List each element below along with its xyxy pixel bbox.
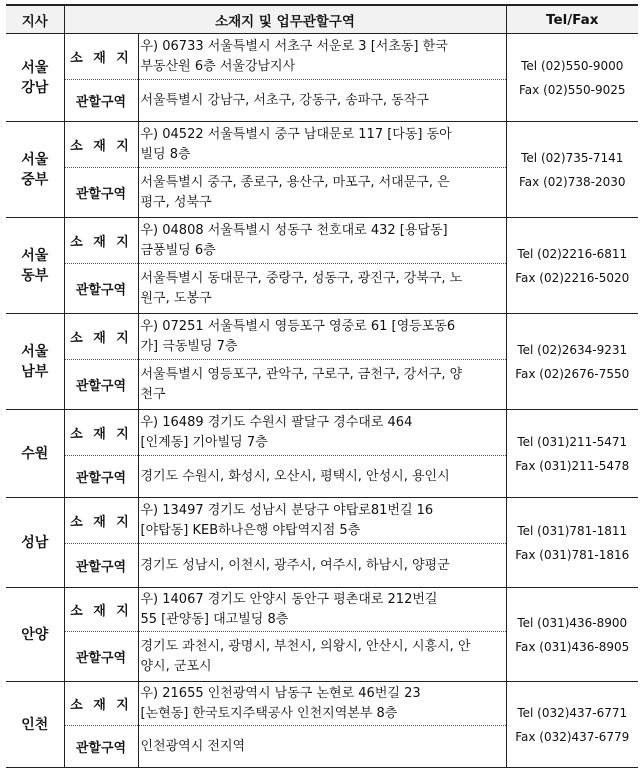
branch-name (6, 410, 64, 498)
header-branch: 지사 (6, 5, 64, 34)
branch-jurisdiction (138, 544, 506, 588)
branch-address-row (6, 682, 638, 726)
jurisdiction-line: 인천광역시 전지역 (140, 738, 246, 754)
branch-address (138, 122, 506, 168)
branch-address (138, 314, 506, 360)
address-label (64, 122, 138, 168)
jurisdiction-line: 천구 (140, 386, 166, 402)
jurisdiction-line: 경기도 과천시, 광명시, 부천시, 의왕시, 안산시, 시흥시, 안 (140, 638, 471, 654)
branch-address (138, 588, 506, 632)
branch-office-table (6, 4, 638, 768)
jurisdiction-label (64, 544, 138, 588)
address-line: 우) 04522 서울특별시 중구 남대문로 117 [다동] 동아 (140, 126, 452, 142)
branch-tel-fax (506, 498, 638, 588)
branch-address (138, 410, 506, 456)
jurisdiction-line: 경기도 수원시, 화성시, 오산시, 평택시, 안성시, 용인시 (140, 468, 450, 484)
address-line: [인계동] 기아빌딩 7층 (140, 434, 268, 450)
address-line: 우) 06733 서울특별시 서초구 서운로 3 [서초동] 한국 (140, 38, 448, 54)
jurisdiction-line: 서울특별시 중구, 종로구, 용산구, 마포구, 서대문구, 은 (140, 174, 450, 190)
fax-number: Fax (02)2216-5020 (515, 270, 630, 285)
branch-name-line: 서울 (21, 59, 49, 76)
address-label (64, 588, 138, 632)
address-label-text: 소 재 지 (70, 515, 132, 530)
branch-address-row (6, 498, 638, 544)
branch-name-line: 인천 (21, 716, 49, 733)
branch-name-line: 강남 (21, 79, 49, 96)
branch-tel-fax (506, 682, 638, 768)
address-label (64, 682, 138, 726)
tel-number: Tel (02)2634-9231 (517, 342, 628, 357)
jurisdiction-label-text: 관할구역 (75, 560, 127, 575)
branch-name-line: 서울 (21, 343, 49, 360)
jurisdiction-label-text: 관할구역 (75, 741, 127, 756)
fax-number: Fax (031)211-5478 (515, 458, 630, 473)
address-line: 빌딩 8층 (140, 146, 191, 162)
address-label-text: 소 재 지 (70, 51, 132, 66)
jurisdiction-line: 서울특별시 강남구, 서초구, 강동구, 송파구, 동작구 (140, 92, 429, 108)
address-label-text: 소 재 지 (70, 235, 132, 250)
table-body (6, 34, 638, 768)
branch-name-line: 서울 (21, 247, 49, 264)
address-label (64, 314, 138, 360)
tel-number: Tel (031)781-1811 (517, 523, 628, 538)
fax-number: Fax (02)738-2030 (519, 174, 626, 189)
branch-address-row (6, 34, 638, 80)
branch-name (6, 498, 64, 588)
branch-tel-fax (506, 314, 638, 410)
branch-tel-fax (506, 588, 638, 682)
jurisdiction-label-text: 관할구역 (75, 187, 127, 202)
jurisdiction-line: 양시, 군포시 (140, 658, 212, 674)
address-line: 부동산원 6층 서울강남지사 (140, 58, 296, 74)
jurisdiction-label-text: 관할구역 (75, 283, 127, 298)
jurisdiction-line: 경기도 성남시, 이천시, 광주시, 여주시, 하남시, 양평군 (140, 557, 450, 573)
branch-address-row (6, 122, 638, 168)
jurisdiction-label (64, 80, 138, 122)
address-label-text: 소 재 지 (70, 139, 132, 154)
branch-name (6, 218, 64, 314)
jurisdiction-line: 평구, 성북구 (140, 194, 212, 210)
branch-tel-fax (506, 218, 638, 314)
branch-jurisdiction (138, 264, 506, 314)
address-label (64, 34, 138, 80)
branch-name-line: 서울 (21, 151, 49, 168)
branch-name-line: 안양 (21, 626, 49, 643)
branch-address-row (6, 314, 638, 360)
header-telfax: Tel/Fax (506, 5, 638, 34)
address-line: [논현동] 한국토지주택공사 인천지역본부 8층 (140, 705, 398, 721)
fax-number: Fax (031)436-8905 (515, 639, 630, 654)
branch-name (6, 682, 64, 768)
fax-number: Fax (031)781-1816 (515, 547, 630, 562)
jurisdiction-line: 서울특별시 동대문구, 중랑구, 성동구, 광진구, 강북구, 노 (140, 270, 463, 286)
address-line: 금풍빌딩 6층 (140, 242, 216, 258)
jurisdiction-label-text: 관할구역 (75, 379, 127, 394)
branch-name (6, 588, 64, 682)
address-line: [야탑동] KEB하나은행 야탑역지점 5층 (140, 522, 361, 538)
tel-number: Tel (032)437-6771 (517, 705, 628, 720)
address-line: 가] 극동빌딩 7층 (140, 338, 238, 354)
jurisdiction-label (64, 360, 138, 410)
address-line: 55 [관양동] 대고빌딩 8층 (140, 611, 289, 627)
tel-number: Tel (031)211-5471 (517, 434, 628, 449)
address-label-text: 소 재 지 (70, 698, 132, 713)
branch-address (138, 34, 506, 80)
tel-number: Tel (02)2216-6811 (517, 246, 628, 261)
address-label (64, 498, 138, 544)
branch-name-line: 수원 (21, 445, 49, 462)
header-location: 소재지 및 업무관할구역 (64, 5, 506, 34)
branch-name-line: 성남 (21, 534, 49, 551)
jurisdiction-line: 서울특별시 영등포구, 관악구, 구로구, 금천구, 강서구, 양 (140, 366, 463, 382)
branch-jurisdiction (138, 168, 506, 218)
table-header-row (6, 5, 638, 34)
jurisdiction-label (64, 168, 138, 218)
jurisdiction-label-text: 관할구역 (75, 651, 127, 666)
fax-number: Fax (02)2676-7550 (515, 366, 630, 381)
branch-name (6, 314, 64, 410)
address-line: 우) 21655 인천광역시 남동구 논현로 46번길 23 (140, 685, 421, 701)
tel-number: Tel (02)735-7141 (521, 150, 624, 165)
branch-name-line: 동부 (21, 267, 49, 284)
branch-tel-fax (506, 410, 638, 498)
jurisdiction-line: 원구, 도봉구 (140, 290, 212, 306)
branch-address-row (6, 410, 638, 456)
branch-jurisdiction (138, 80, 506, 122)
jurisdiction-label-text: 관할구역 (75, 471, 127, 486)
address-line: 우) 07251 서울특별시 영등포구 영중로 61 [영등포동6 (140, 318, 456, 334)
branch-name-line: 중부 (21, 171, 49, 188)
address-label-text: 소 재 지 (70, 604, 132, 619)
branch-name-line: 남부 (21, 363, 49, 380)
branch-tel-fax (506, 122, 638, 218)
address-line: 우) 16489 경기도 수원시 팔달구 경수대로 464 (140, 414, 413, 430)
branch-name (6, 34, 64, 122)
address-line: 우) 13497 경기도 성남시 분당구 야탑로81번길 16 (140, 502, 434, 518)
branch-tel-fax (506, 34, 638, 122)
jurisdiction-label (64, 264, 138, 314)
branch-jurisdiction (138, 360, 506, 410)
tel-number: Tel (02)550-9000 (521, 58, 624, 73)
branch-jurisdiction (138, 632, 506, 682)
address-label-text: 소 재 지 (70, 427, 132, 442)
jurisdiction-label (64, 632, 138, 682)
fax-number: Fax (032)437-6779 (515, 729, 630, 744)
branch-address (138, 218, 506, 264)
address-label (64, 218, 138, 264)
branch-name (6, 122, 64, 218)
tel-number: Tel (031)436-8900 (517, 615, 628, 630)
branch-jurisdiction (138, 456, 506, 498)
branch-jurisdiction (138, 726, 506, 768)
branch-address (138, 682, 506, 726)
fax-number: Fax (02)550-9025 (519, 82, 626, 97)
jurisdiction-label-text: 관할구역 (75, 95, 127, 110)
branch-address-row (6, 588, 638, 632)
address-label-text: 소 재 지 (70, 331, 132, 346)
jurisdiction-label (64, 456, 138, 498)
branch-address (138, 498, 506, 544)
jurisdiction-label (64, 726, 138, 768)
address-line: 우) 14067 경기도 안양시 동안구 평촌대로 212번길 (140, 591, 438, 607)
address-label (64, 410, 138, 456)
branch-address-row (6, 218, 638, 264)
address-line: 우) 04808 서울특별시 성동구 천호대로 432 [용답동] (140, 222, 448, 238)
